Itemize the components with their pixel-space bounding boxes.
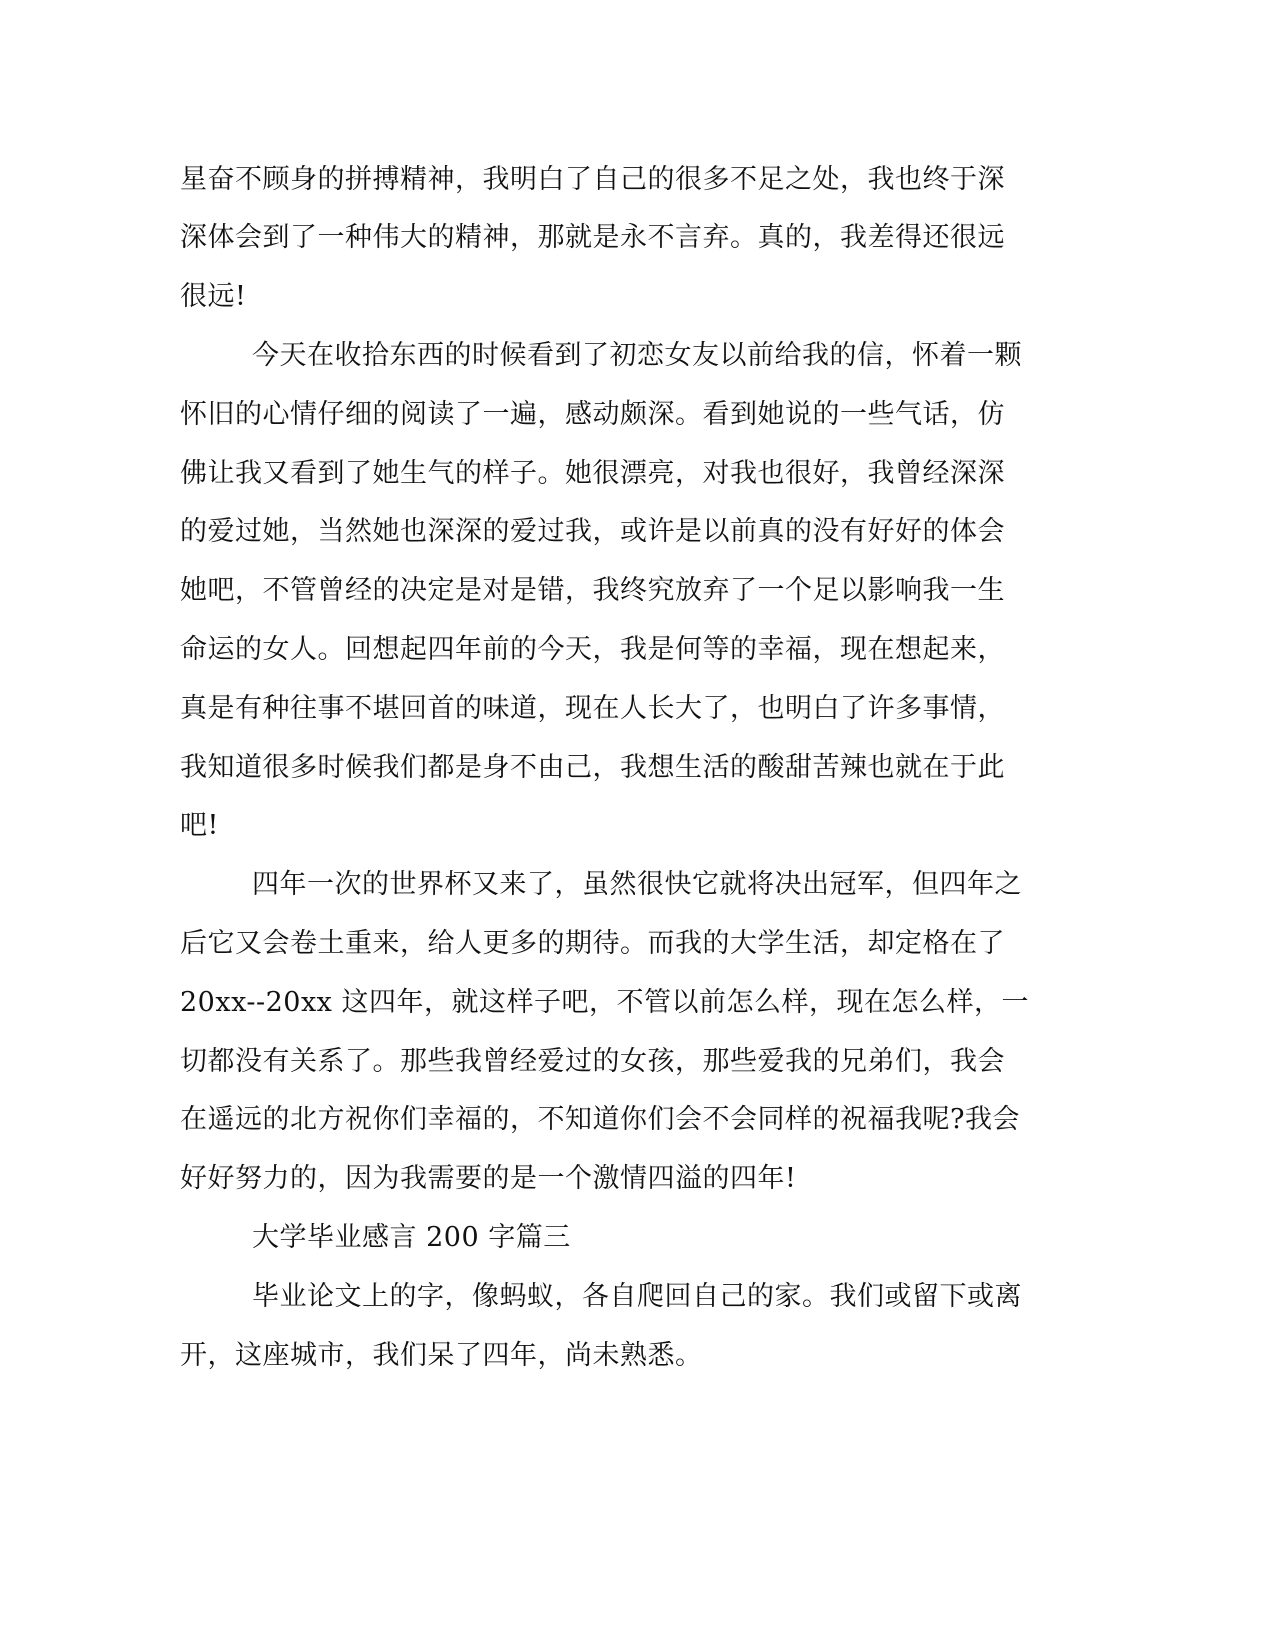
paragraph-line: 星奋不顾身的拼搏精神，我明白了自己的很多不足之处，我也终于深 xyxy=(180,164,1005,195)
paragraph-line: 的爱过她，当然她也深深的爱过我，或许是以前真的没有好好的体会 xyxy=(180,516,1005,547)
paragraph-line: 好好努力的，因为我需要的是一个激情四溢的四年! xyxy=(180,1163,797,1194)
paragraph-line: 吧! xyxy=(180,810,219,841)
paragraph-line: 她吧，不管曾经的决定是对是错，我终究放弃了一个足以影响我一生 xyxy=(180,575,1005,606)
paragraph-line: 命运的女人。回想起四年前的今天，我是何等的幸福，现在想起来， xyxy=(180,634,1005,665)
paragraph-line: 今天在收拾东西的时候看到了初恋女友以前给我的信，怀着一颗 xyxy=(252,340,1022,371)
paragraph-line: 切都没有关系了。那些我曾经爱过的女孩，那些爱我的兄弟们，我会 xyxy=(180,1046,1005,1077)
paragraph-line: 20xx--20xx 这四年，就这样子吧，不管以前怎么样，现在怎么样，一 xyxy=(180,987,1029,1018)
paragraph-line: 佛让我又看到了她生气的样子。她很漂亮，对我也很好，我曾经深深 xyxy=(180,458,1005,489)
paragraph-line: 我知道很多时候我们都是身不由己，我想生活的酸甜苦辣也就在于此 xyxy=(180,752,1005,783)
paragraph-line: 毕业论文上的字，像蚂蚁，各自爬回自己的家。我们或留下或离 xyxy=(252,1281,1022,1312)
paragraph-line: 后它又会卷土重来，给人更多的期待。而我的大学生活，却定格在了 xyxy=(180,928,1005,959)
section-heading: 大学毕业感言 200 字篇三 xyxy=(252,1222,571,1253)
paragraph-line: 怀旧的心情仔细的阅读了一遍，感动颇深。看到她说的一些气话，仿 xyxy=(180,399,1005,430)
paragraph-line: 开，这座城市，我们呆了四年，尚未熟悉。 xyxy=(180,1340,703,1371)
paragraph-line: 深体会到了一种伟大的精神，那就是永不言弃。真的，我差得还很远 xyxy=(180,222,1005,253)
paragraph-line: 真是有种往事不堪回首的味道，现在人长大了，也明白了许多事情， xyxy=(180,693,1005,724)
paragraph-line: 四年一次的世界杯又来了，虽然很快它就将决出冠军，但四年之 xyxy=(252,869,1022,900)
paragraph-line: 在遥远的北方祝你们幸福的，不知道你们会不会同样的祝福我呢?我会 xyxy=(180,1104,1020,1135)
paragraph-line: 很远! xyxy=(180,281,247,312)
